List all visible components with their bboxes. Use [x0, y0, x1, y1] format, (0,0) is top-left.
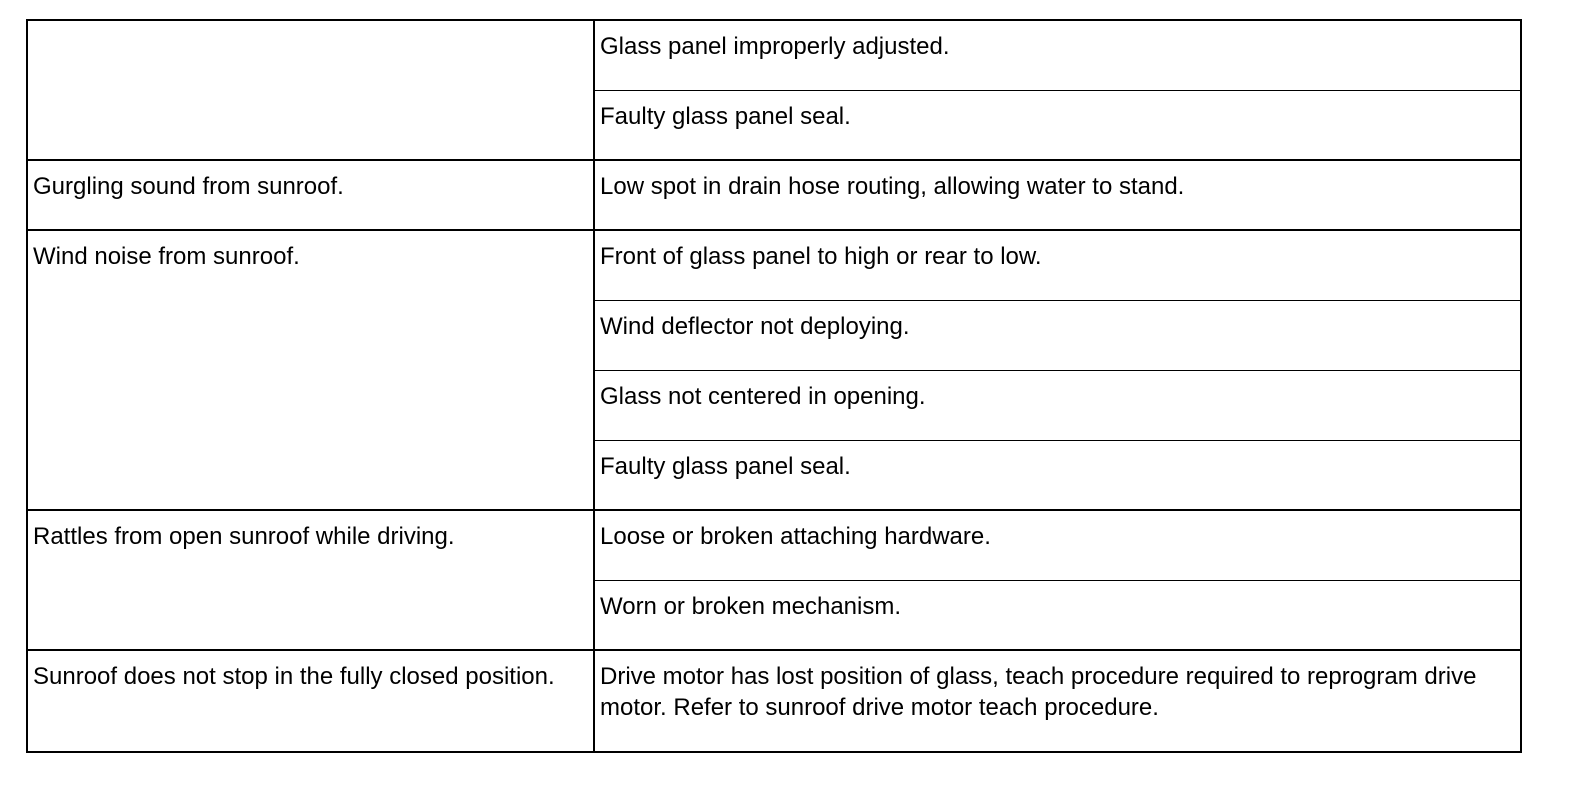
table-row — [27, 510, 1521, 580]
table-row — [27, 20, 1521, 90]
cause-cell: Glass panel improperly adjusted. — [600, 33, 950, 60]
cause-cell: Low spot in drain hose routing, allowing water to stand. — [594, 160, 1521, 230]
table-row — [27, 650, 1521, 752]
table-row — [27, 230, 1521, 300]
diagnosis-table — [26, 19, 1522, 753]
cause-cell: Glass not centered in opening. — [594, 370, 1521, 440]
cause-cell: Drive motor has lost position of glass, teach procedure required to reprogram drive motor. Refer to sunroof drive motor teach procedure. — [594, 650, 1521, 752]
cause-cell: Worn or broken mechanism. — [594, 580, 1521, 650]
table-row — [27, 160, 1521, 230]
symptom-cell: Wind noise from sunroof. — [27, 230, 594, 510]
cause-cell: Wind deflector not deploying. — [594, 300, 1521, 370]
cause-cell: Faulty glass panel seal. — [594, 440, 1521, 510]
cause-cell: Loose or broken attaching hardware. — [594, 510, 1521, 580]
symptom-cell: Rattles from open sunroof while driving. — [27, 510, 594, 650]
cause-cell: Faulty glass panel seal. — [594, 90, 1521, 160]
symptom-cell — [27, 20, 594, 160]
cause-cell: Front of glass panel to high or rear to low. — [594, 230, 1521, 300]
symptom-cell: Gurgling sound from sunroof. — [27, 160, 594, 230]
symptom-cell: Sunroof does not stop in the fully closed position. — [27, 650, 594, 752]
